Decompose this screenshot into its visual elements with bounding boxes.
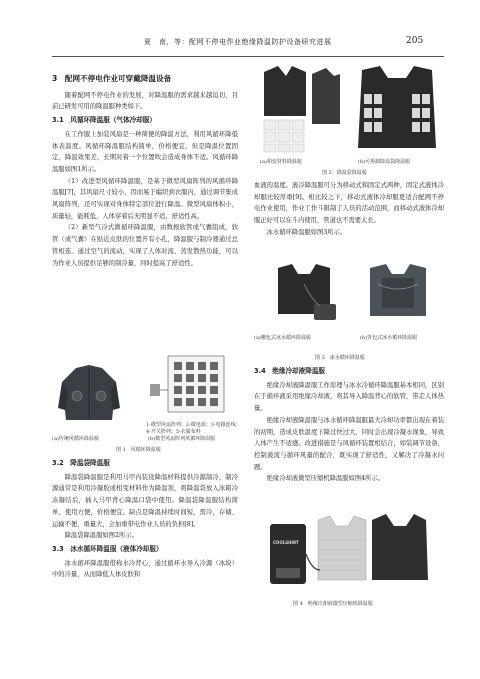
- running-title: 夏 南，等：配网不停电作业绝缘降温防护设备研究进展: [144, 38, 332, 46]
- fig4-device-label: COOLSHIRT: [273, 540, 299, 545]
- fig2b-detachable-pack-vest-image: [352, 64, 442, 154]
- section-3-2-para-1: 降温袋降温服是利用马甲内装设降温材料提供冷源制冷，制冷源通常是利用冷凝胶或相变材料作为降温剂，将降温袋放入冰箱冷冻凝结后，插入马甲背心降温口袋中使用。降温袋降温服结构简单、使用方便，价格便宜。缺点是降温持续时间短，需冷，存储、运输不便，重量大，会加重带电作业人员的负担[8]。: [52, 473, 238, 528]
- section-3-1-para-3: （2）新型气冷式微循环降温服，由数根软管或气囊组成，软管（或气囊）在贴近皮肤的位置开有小孔，降温服与制冷器通过总管相连。通过空气的流动，实现了人体对流、蒸发散热功能，可以为作业人员提供足够的制冷量，同时提高了舒适性。: [52, 224, 238, 267]
- section-3-3-title: 3.3 冰水循环降温服（液体冷却服）: [52, 544, 163, 553]
- header-rule: [52, 56, 444, 57]
- section-3-4-para-2: 绝缘冷却液降温服与冰水循环降温服最大冷却功率都出现在着装的初期，造成皮肤温度下降过快过大，同时会出现冷凝水现象，导致人体产生不适感。改进措施是与风循环装置相结合，如装调节设备，控制液流与循环风量的配合，既实现了舒适性，又解决了冷凝水问题。: [254, 416, 444, 471]
- continued-para: 血液的温度。液冷降温服可分为移动式和固定式两种，固定式液体冷却服比较厚重[9]。相比较之下，移动式液体冷却服更适合配网不停电作业使用，作业工作斗限制了人员的活动范围，而移动式液体冷却服正好可以在斗内使用，管道也不需要太长。: [254, 182, 444, 225]
- fig1-subcaption-a: (a)传统风循环降温服: [52, 436, 99, 442]
- running-header: [0, 37, 480, 51]
- fig2-subcaption-b: (b)可拆卸降温袋降温服: [358, 159, 411, 165]
- figure-2: [254, 64, 444, 168]
- fig1b-fan-array-schematic: [148, 354, 232, 420]
- figure-3: [254, 264, 444, 346]
- section-3-intro: 随着配网不停电作业的发展，对降温服的需求越来越迫切，目前已研发可用的降温服种类如下。: [52, 91, 238, 111]
- left-column-lower: [52, 456, 238, 581]
- section-3-1-para-1: 在工作服上加装风扇是一种简便的降温方法，利用风循环降低体表温度。风循环降温服结构简单，价格便宜，但是降温位置固定，降温效果差，长期对着一个位置吹会造成身体不适。风循环降温服如图1所示。: [52, 130, 238, 173]
- section-3-1-para-2: （1）改进型风循环降温服，是基于微型风扇阵列的风循环降温服[7]，其风扇尺寸较小，因而易于编织到衣服内，通过调节集成风扇阵列，还可实现对身体特定部位进行降温。微型风扇体积小，质量轻，能耗低，人体穿着后无明显不适，舒适性高。: [52, 177, 238, 220]
- section-3-4-para-3: 绝缘冷却液微型压缩机降温服如图4所示。: [266, 475, 384, 483]
- fig1-legend-line-1: 1-微型风扇阵列；2-微电源；3-电路连线；: [146, 422, 241, 428]
- section-3-3-para-1: 冰水循环降温服借称水冷背心，通过循环水导入冷源（冰块）中的冷量，从而降低人体皮肤和: [52, 559, 238, 579]
- section-3-4-title: 3.4 绝缘冷却液降温服: [254, 367, 326, 375]
- fig1-caption: 图 1 风循环降温服: [116, 447, 161, 453]
- fig3-subcaption-b: (b)背包式冰水循环降温服: [360, 335, 418, 341]
- right-column-lower: [254, 364, 444, 485]
- fig2-caption: 图 2 降温袋降温服: [322, 170, 367, 176]
- fig3-reference-para: 冰水循环降温服如图3所示。: [266, 228, 347, 236]
- section-3-title: 3 配网不停电作业可穿戴降温设备: [52, 74, 172, 83]
- fig3a-waist-pack-vest-image: [264, 264, 344, 326]
- page-number: 205: [406, 36, 424, 46]
- fig3-subcaption-a: (a)腰包式冰水循环降温服: [254, 335, 311, 341]
- section-3-2-para-2: 降温袋降温服如图2所示。: [64, 532, 138, 540]
- fig1-subcaption-b: (b)微型风扇阵列风循环降温服: [148, 436, 216, 442]
- figure-4: [264, 510, 434, 592]
- section-3-1-title: 3.1 风循环降温服（气体冷却服）: [52, 116, 156, 125]
- fig4-caption: 图 4 绝缘冷却液微型压缩机降温服: [293, 601, 373, 607]
- right-column-upper: [254, 180, 444, 239]
- section-3-4-para-1: 绝缘冷却液降温服工作原理与冰水冷循环降温服基本相同，区别在于循环液采用绝缘冷却液，将其导入降温背心的软管，带走人体热量。: [254, 381, 444, 413]
- fig1-legend-line-2: 4-开关阵列；5-衣服布料: [146, 429, 201, 435]
- fig2a-phase-change-vest-image: [256, 64, 344, 154]
- fig4-compressor-cooling-vest-image: [264, 510, 434, 592]
- fig1a-fan-jacket-image: [58, 362, 120, 424]
- left-column: [52, 66, 238, 269]
- fig3b-backpack-vest-image: [358, 264, 438, 326]
- fig3-caption: 图 3 冰水循环降温服: [315, 355, 365, 361]
- fig2-subcaption-a: (a)相变材料降温服: [260, 159, 302, 165]
- section-3-2-title: 3.2 降温袋降温服: [52, 459, 110, 467]
- figure-1: [52, 352, 241, 442]
